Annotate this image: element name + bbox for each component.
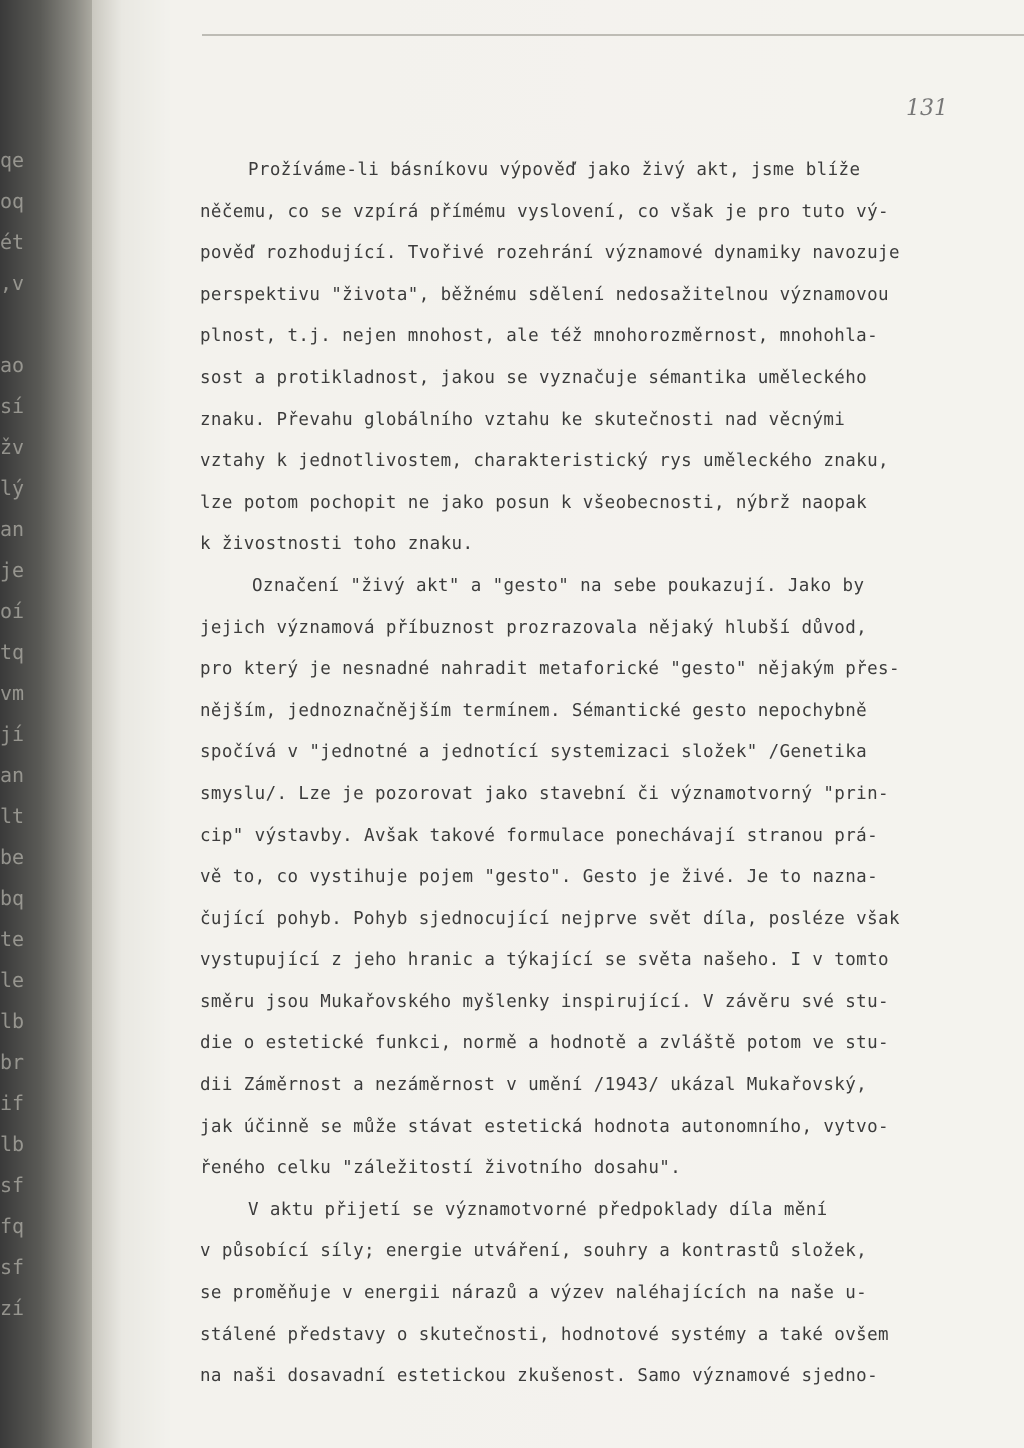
text-line: řeného celku "záležitostí životního dosahu". (200, 1158, 682, 1179)
text-line: perspektivu "života", běžnému sdělení nedosažitelnou významovou (200, 284, 889, 305)
paragraph-3 (200, 1190, 1000, 1398)
text-line: sost a protikladnost, jakou se vyznačuje sémantika uměleckého (200, 367, 868, 388)
text-line: cip" výstavby. Avšak takové formulace ponechávají stranou prá- (200, 825, 879, 846)
text-line: pověď rozhodující. Tvořivé rozehrání významové dynamiky navozuje (200, 243, 900, 264)
text-line: plnost, t.j. nejen mnohost, ale též mnohorozměrnost, mnohohla- (200, 326, 879, 347)
text-line: lze potom pochopit ne jako posun k všeobecnosti, nýbrž naopak (200, 492, 868, 513)
text-line: Prožíváme-li básníkovu výpověď jako živý akt, jsme blíže (248, 160, 861, 180)
document-page (92, 0, 1024, 1448)
text-line: die o estetické funkci, normě a hodnotě a zvláště potom ve stu- (200, 1033, 889, 1054)
text-line: jak účinně se může stávat estetická hodnota autonomního, vytvo- (200, 1116, 889, 1137)
text-line: Označení "živý akt" a "gesto" na sebe poukazují. Jako by (252, 575, 865, 596)
page-top-edge-line (202, 34, 1024, 36)
previous-page-margin-text: qe oq ét ,v ao sí žv lý an je oí tq vm jí an lt be bq te le lb br if lb sf fq sf zí (0, 148, 25, 1320)
text-line: směru jsou Mukařovského myšlenky inspirující. V závěru své stu- (200, 991, 889, 1012)
text-line: jejich významová příbuznost prozrazovala nějaký hlubší důvod, (200, 617, 868, 638)
text-line: se proměňuje v energii nárazů a výzev naléhajících na naše u- (200, 1283, 868, 1304)
text-line: znaku. Převahu globálního vztahu ke skutečnosti nad věcnými (200, 409, 846, 430)
text-line: stálené představy o skutečnosti, hodnotové systémy a také ovšem (200, 1324, 889, 1345)
text-line: vě to, co vystihuje pojem "gesto". Gesto je živé. Je to nazna- (200, 867, 879, 888)
text-line: něčemu, co se vzpírá přímému vyslovení, co však je pro tuto vý- (200, 201, 889, 222)
text-line: spočívá v "jednotné a jednotící systemizaci složek" /Genetika (200, 742, 868, 763)
text-line: pro který je nesnadné nahradit metaforické "gesto" nějakým přes- (200, 659, 900, 680)
paragraph-1 (200, 150, 1000, 566)
text-line: vystupující z jeho hranic a týkající se světa našeho. I v tomto (200, 950, 889, 971)
paragraph-2 (200, 566, 1000, 1190)
typewritten-text (200, 150, 1000, 1398)
text-line: na naši dosavadní estetickou zkušenost. Samo významové sjedno- (200, 1366, 879, 1387)
handwritten-page-number: 131 (906, 96, 948, 121)
text-line: v působící síly; energie utváření, souhry a kontrastů složek, (200, 1241, 868, 1262)
text-line: nějším, jednoznačnějším termínem. Sémantické gesto nepochybně (200, 700, 868, 721)
text-line: k živostnosti toho znaku. (200, 534, 474, 555)
text-line: smyslu/. Lze je pozorovat jako stavební či významotvorný "prin- (200, 783, 889, 804)
text-line: vztahy k jednotlivostem, charakteristický rys uměleckého znaku, (200, 451, 889, 472)
text-line: čující pohyb. Pohyb sjednocující nejprve svět díla, posléze však (200, 908, 900, 929)
text-line: dii Záměrnost a nezáměrnost v umění /1943/ ukázal Mukařovský, (200, 1075, 868, 1096)
text-line: V aktu přijetí se významotvorné předpoklady díla mění (248, 1199, 828, 1220)
